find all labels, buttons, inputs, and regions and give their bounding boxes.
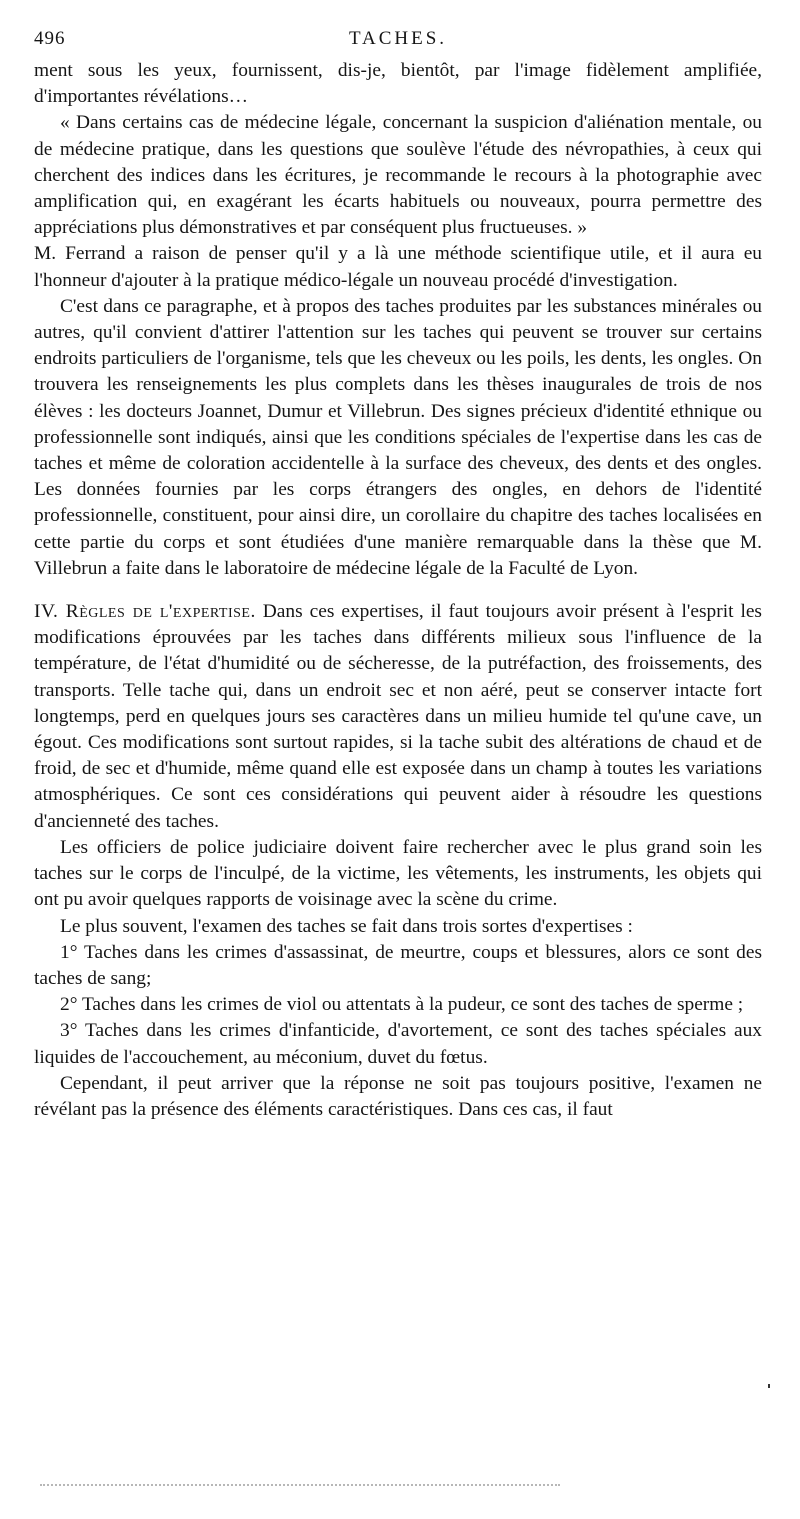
paragraph-negative-result: Cependant, il peut arriver que la réponse ne soit pas toujours positive, l'examen ne révélant pas la présence des éléments caractéristiques. Dans ces cas, il faut: [34, 1072, 762, 1120]
paragraph-continuation: ment sous les yeux, fournissent, dis-je, bientôt, par l'image fidèlement amplifiée, d'importantes révélations…: [34, 60, 762, 108]
paragraph-ferrand: M. Ferrand a raison de penser qu'il y a là une méthode scientifique utile, et il aura eu l'honneur d'ajouter à la pratique médico-légale un nouveau procédé d'investigation.: [34, 243, 762, 291]
list-item-3: 3° Taches dans les crimes d'infanticide, d'avortement, ce sont des taches spéciales aux liquides de l'accouchement, au méconium, duvet du fœtus.: [34, 1020, 762, 1068]
page-header: [34, 28, 762, 58]
paragraph-police: Les officiers de police judiciaire doivent faire rechercher avec le plus grand soin les taches sur le corps de l'inculpé, de la victime, les vêtements, les instruments, les objets qui ont pu avoir quelques rapports de voisinage avec la scène du crime.: [34, 836, 762, 911]
section-text: Dans ces expertises, il faut toujours avoir présent à l'esprit les modifications éprouvées par les taches dans différents milieux sous l'influence de la température, de l'état d'humidité ou de sécheresse, de la putréfaction, des froissements, des transports. Telle tache qui, dans un endroit sec et non aéré, peut se conserver intacte fort longtemps, perd en quelques jours ses caractères dans un milieu humide tel qu'une cave, un égout. Ces modifications sont surtout rapides, si la tache subit des altérations de chaud et de froid, de sec et d'humide, même quand elle est exposée dans un champ à toutes les variations atmosphériques. Ce sont ces considérations qui peuvent aider à résoudre les questions d'ancienneté des taches.: [34, 601, 762, 832]
bottom-bleedthrough-line: [40, 1484, 560, 1486]
list-item-1: 1° Taches dans les crimes d'assassinat, de meurtre, coups et blessures, alors ce sont des taches de sang;: [34, 941, 762, 989]
paragraph-organism-stains: C'est dans ce paragraphe, et à propos des taches produites par les substances minérales ou autres, qu'il convient d'attirer l'attention sur les taches qui peuvent se trouver sur certains endroits particuliers de l'organisme, tels que les cheveux ou les poils, les dents, les ongles. On trouvera les renseignements les plus complets dans les thèses inaugurales de trois de nos élèves : les docteurs Joannet, Dumur et Villebrun. Des signes précieux d'identité ethnique ou professionnelle sont indiqués, ainsi que les conditions spéciales de l'expertise dans les cas de taches et même de coloration accidentelle à la surface des cheveux, des dents et des ongles. Les données fournies par les corps étrangers des ongles, en dehors de l'identité professionnelle, constituent, pour ainsi dire, un corollaire du chapitre des taches localisées en cette partie du corps et sont étudiées d'une manière remarquable dans la thèse que M. Villebrun a faite dans le laboratoire de médecine légale de la Faculté de Lyon.: [34, 295, 762, 579]
running-title: TACHES.: [348, 28, 448, 49]
list-item-2: 2° Taches dans les crimes de viol ou attentats à la pudeur, ce sont des taches de sperme ;: [60, 994, 744, 1016]
book-page: [34, 28, 762, 1123]
paragraph-section-iv: [34, 599, 762, 835]
section-heading: IV. Règles de l'expertise.: [34, 601, 256, 623]
ink-speck: [768, 1384, 770, 1388]
paragraph-quote: « Dans certains cas de médecine légale, concernant la suspicion d'aliénation mentale, ou de médecine pratique, dans les questions que soulève l'étude des névropathies, à ceux qui cherchent des indices dans les écritures, je recommande le recours à la photographie avec amplification qui, en exagérant les écarts habituels ou nouveaux, pourra permettre des appréciations plus démonstratives et par conséquent plus fructueuses. »: [34, 112, 762, 239]
body-text: [34, 58, 762, 1123]
paragraph-three-types: Le plus souvent, l'examen des taches se fait dans trois sortes d'expertises :: [60, 915, 633, 937]
page-number: 496: [34, 28, 66, 49]
